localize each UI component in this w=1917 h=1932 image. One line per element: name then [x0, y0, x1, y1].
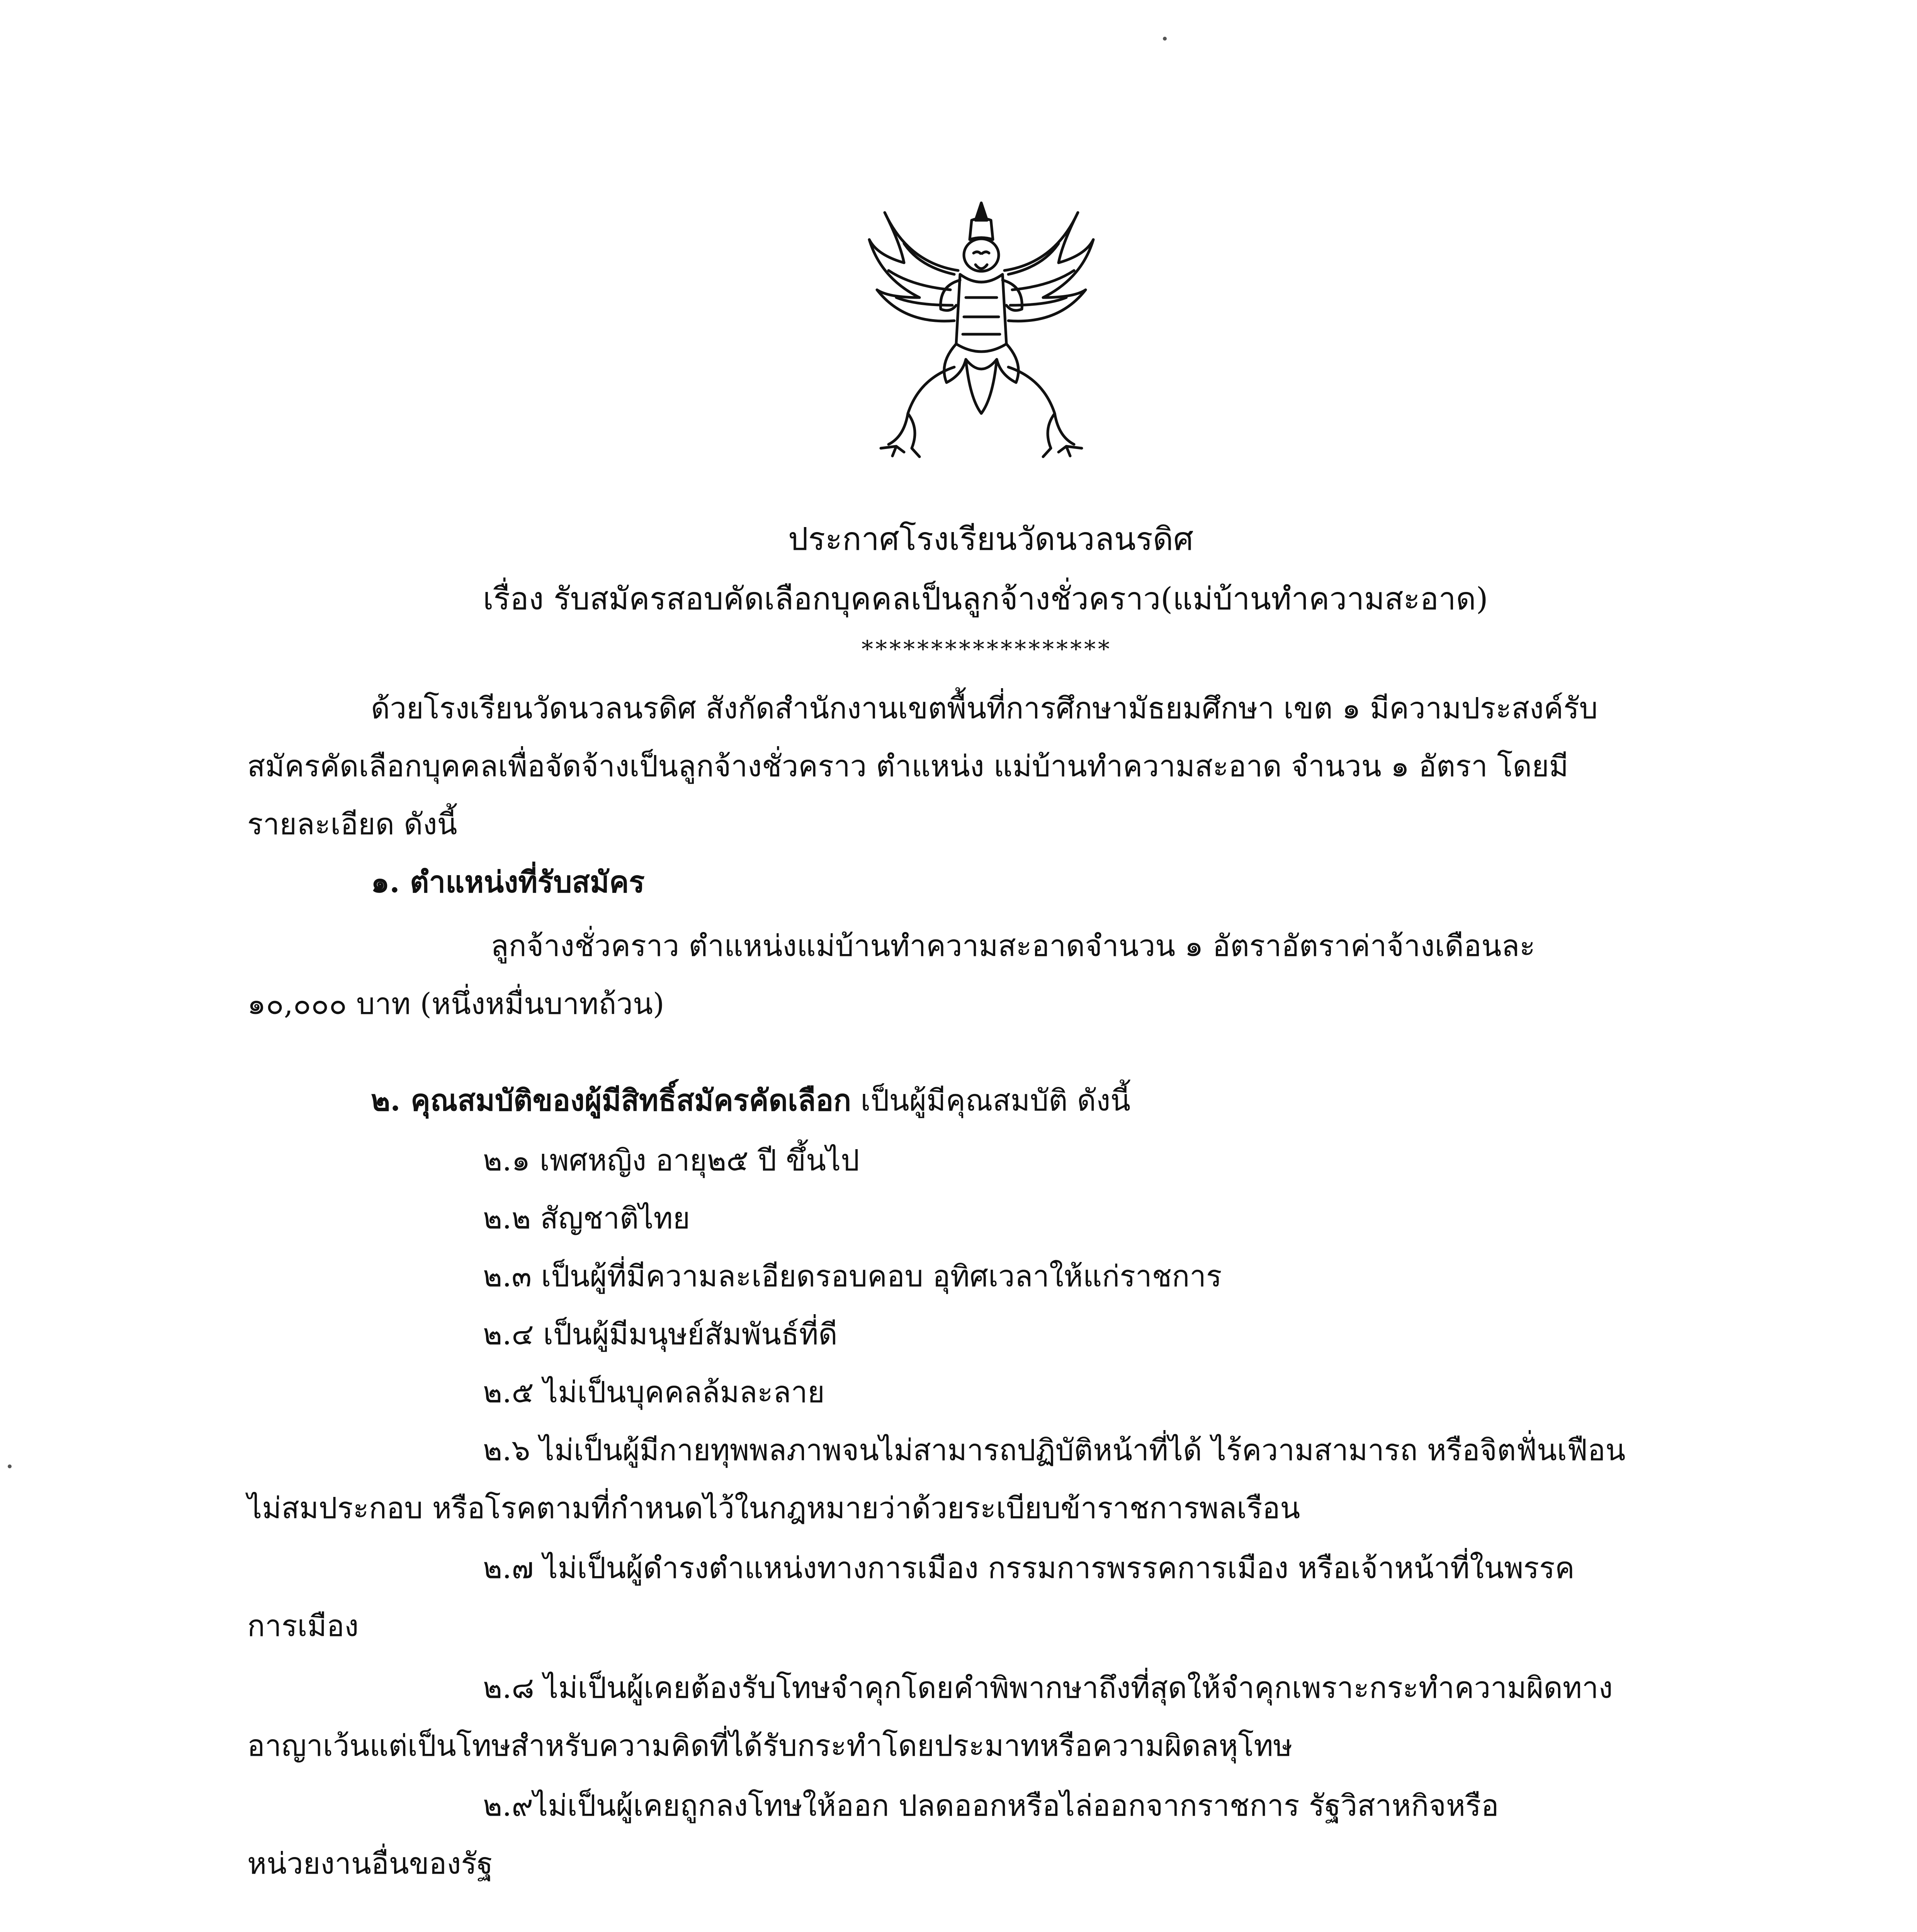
section1-line-2: ๑๐,๐๐๐ บาท (หนึ่งหมื่นบาทถ้วน)	[247, 986, 664, 1021]
qualification-item: ๒.๑ เพศหญิง อายุ๒๕ ปี ขึ้นไป	[483, 1143, 860, 1177]
announcement-title: ประกาศโรงเรียนวัดนวลนรดิศ	[788, 521, 1194, 558]
qualification-item-continuation: ไม่สมประกอบ หรือโรคตามที่กำหนดไว้ในกฎหมายว่าด้วยระเบียบข้าราชการพลเรือน	[247, 1491, 1300, 1525]
qualification-item: ๒.๙ไม่เป็นผู้เคยถูกลงโทษให้ออก ปลดออกหรือไล่ออกจากราชการ รัฐวิสาหกิจหรือ	[483, 1788, 1499, 1823]
section1-heading: ๑. ตำแหน่งที่รับสมัคร	[371, 865, 645, 899]
section2-heading: ๒. คุณสมบัติของผู้มีสิทธิ์สมัครคัดเลือก	[371, 1083, 851, 1117]
garuda-emblem-icon	[862, 197, 1101, 460]
section2-heading-suffix: เป็นผู้มีคุณสมบัติ ดังนี้	[851, 1083, 1131, 1117]
qualification-item: ๒.๒ สัญชาติไทย	[483, 1201, 690, 1235]
intro-line-1: ด้วยโรงเรียนวัดนวลนรดิศ สังกัดสำนักงานเขตพื้นที่การศึกษามัธยมศึกษา เขต ๑ มีความประสงค์รับ	[371, 691, 1598, 725]
qualification-item: ๒.๔ เป็นผู้มีมนุษย์สัมพันธ์ที่ดี	[483, 1317, 838, 1351]
section2-heading-row	[371, 1083, 1131, 1117]
qualification-item: ๒.๗ ไม่เป็นผู้ดำรงตำแหน่งทางการเมือง กรรมการพรรคการเมือง หรือเจ้าหน้าที่ในพรรค	[483, 1551, 1575, 1585]
scan-speck	[8, 1464, 12, 1468]
qualification-item: ๒.๕ ไม่เป็นบุคคลล้มละลาย	[483, 1375, 825, 1409]
intro-line-3: รายละเอียด ดังนี้	[247, 807, 457, 841]
qualification-item-continuation: อาญาเว้นแต่เป็นโทษสำหรับความคิดที่ได้รับกระทำโดยประมาทหรือความผิดลหุโทษ	[247, 1728, 1293, 1763]
qualification-item-continuation: การเมือง	[247, 1609, 359, 1643]
qualification-item: ๒.๓ เป็นผู้ที่มีความละเอียดรอบคอบ อุทิศเวลาให้แก่ราชการ	[483, 1259, 1222, 1293]
announcement-subject: เรื่อง รับสมัครสอบคัดเลือกบุคคลเป็นลูกจ้างชั่วคราว(แม่บ้านทำความสะอาด)	[483, 581, 1488, 617]
section1-line-1: ลูกจ้างชั่วคราว ตำแหน่งแม่บ้านทำความสะอาดจำนวน ๑ อัตราอัตราค่าจ้างเดือนละ	[491, 929, 1535, 963]
scan-speck	[1163, 37, 1167, 41]
header-divider: ******************	[862, 636, 1112, 663]
intro-line-2: สมัครคัดเลือกบุคคลเพื่อจัดจ้างเป็นลูกจ้างชั่วคราว ตำแหน่ง แม่บ้านทำความสะอาด จำนวน ๑ อัตรา โดยมี	[247, 749, 1569, 783]
qualification-item: ๒.๘ ไม่เป็นผู้เคยต้องรับโทษจำคุกโดยคำพิพากษาถึงที่สุดให้จำคุกเพราะกระทำความผิดทาง	[483, 1670, 1613, 1705]
qualification-item-continuation: หน่วยงานอื่นของรัฐ	[247, 1846, 493, 1881]
qualification-item: ๒.๖ ไม่เป็นผู้มีกายทุพพลภาพจนไม่สามารถปฏิบัติหน้าที่ได้ ไร้ความสามารถ หรือจิตฟั่นเฟือน	[483, 1433, 1626, 1467]
